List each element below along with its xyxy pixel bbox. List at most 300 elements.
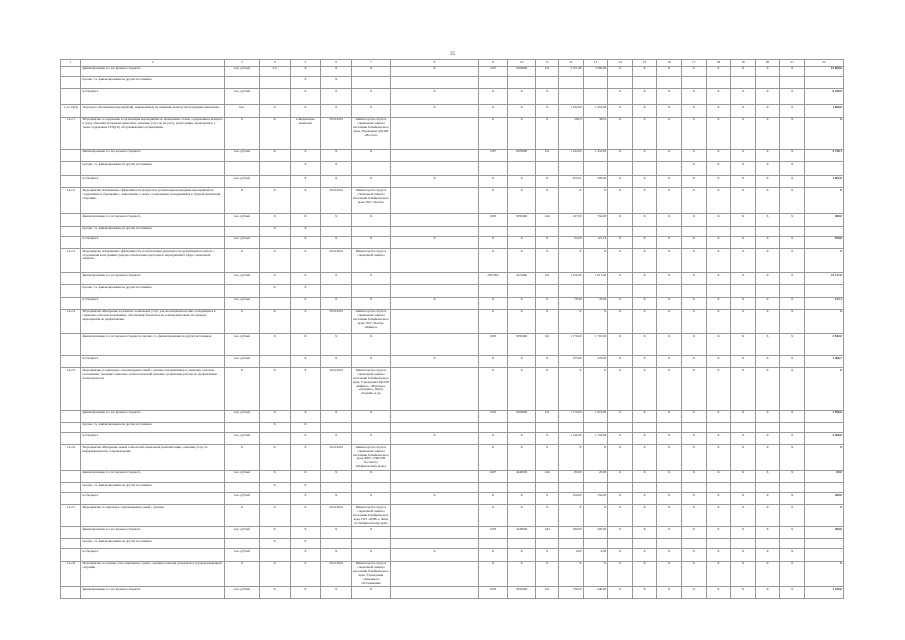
col-11 <box>536 76 559 88</box>
executor <box>390 214 478 226</box>
col-21: Х <box>780 297 805 309</box>
col-7: Министерство труда и социальной защиты населения Забайкальского края, ФКУ «УФСИН России по Забайкальскому краю» <box>353 444 389 469</box>
column-number: 1 <box>61 60 81 67</box>
col-17: Х <box>681 176 706 188</box>
value-col-12: Х <box>558 505 583 527</box>
col-14: Х <box>608 561 633 587</box>
col-21: Х <box>780 470 805 482</box>
col-11: 244 <box>536 470 559 482</box>
table-row <box>61 356 844 368</box>
value-col-13: 1 013,00 <box>583 273 608 285</box>
column-number: 3 <box>224 60 259 67</box>
item-description: прочие, т.ч. финансирование из других источников <box>81 482 224 492</box>
col-6: Х <box>321 66 352 76</box>
col-4 <box>259 356 290 368</box>
col-7: Х <box>352 549 391 561</box>
col-21: Х <box>780 527 805 539</box>
col-21: Х <box>780 356 805 368</box>
col-14: Х <box>608 273 633 285</box>
col-20: Х <box>755 89 780 105</box>
table-row <box>61 105 844 117</box>
col-21: Х <box>780 66 805 76</box>
col-18: Х <box>706 368 731 410</box>
value-col-12: 500,0 <box>558 117 583 149</box>
col-20: Х <box>755 493 780 505</box>
item-number: 1.4.2.4 <box>61 309 81 333</box>
col-14: Х <box>608 356 633 368</box>
col-21: Х <box>780 549 805 561</box>
table-row <box>61 587 844 599</box>
table-row <box>61 505 844 527</box>
col-6: Х <box>321 105 352 117</box>
col-6: Х <box>321 273 352 285</box>
value-col-12: 0,00 <box>558 549 583 561</box>
col-11: Х <box>536 89 559 105</box>
col-18: Х <box>706 410 731 422</box>
total-value: 10 117,0 <box>804 273 843 285</box>
item-description: прочие, т.ч. финансирование из других источников <box>81 226 224 236</box>
col-16: Х <box>657 105 682 117</box>
col-10: Х <box>507 176 536 188</box>
col-19: Х <box>731 445 756 471</box>
col-20: Х <box>755 309 780 333</box>
col-14: Х <box>608 527 633 539</box>
col-9: Х <box>479 505 508 527</box>
col-19: Х <box>731 176 756 188</box>
total-value: 2 996,0 <box>804 410 843 422</box>
value-col-13: Х <box>583 249 608 273</box>
value-col-12: Х <box>558 188 583 214</box>
col-4 <box>259 89 290 105</box>
value-col-13: Х <box>583 505 608 527</box>
table-row <box>61 236 844 248</box>
unit-of-measure: тыс. рублей <box>224 149 259 161</box>
table-row <box>61 445 844 471</box>
col-5: Х <box>290 561 321 587</box>
col-5: в-Бюджетные комиссии <box>290 117 321 149</box>
col-14: Х <box>608 587 633 599</box>
table-row <box>61 422 844 432</box>
col-18 <box>706 226 731 236</box>
col-9: Х <box>479 445 508 471</box>
col-15 <box>632 482 657 492</box>
value-col-13 <box>583 285 608 297</box>
col-7 <box>352 76 391 88</box>
col-9 <box>479 422 508 432</box>
item-description: финансирование за счет краевого бюджета <box>81 470 224 482</box>
col-7 <box>352 422 391 432</box>
item-description: финансирование за счет краевого бюджета <box>81 66 224 76</box>
table-row <box>61 539 844 549</box>
col-5: Х <box>290 505 321 527</box>
col-14: Х <box>608 214 633 226</box>
total-value: 100,0 <box>804 236 843 248</box>
col-15 <box>632 76 657 88</box>
col-19: Х <box>731 561 756 587</box>
executor: Х <box>390 236 478 248</box>
total-value: Х <box>804 249 843 273</box>
value-col-12: 200,00 <box>558 527 583 539</box>
table-row <box>61 117 844 149</box>
col-11: 611 <box>536 273 559 285</box>
col-7: Х <box>352 333 391 355</box>
item-description: Мероприятие «Внедрение новых технологий социальной реабилитации»; оказание услуг по информационному сопровождению <box>81 445 224 471</box>
col-7: Министерство труда и социальной защиты населения Забайкальского края, Учреждения ЗДСОН «Байкал», «Надежда», «Доверие», Центр «Родник» и др. <box>352 368 391 410</box>
item-number <box>61 76 81 88</box>
col-17: Х <box>681 549 706 561</box>
col-19 <box>731 482 756 492</box>
column-number: 7 <box>352 60 391 67</box>
col-20: Х <box>755 410 780 422</box>
col-16: Х <box>657 66 682 76</box>
col-5: Х <box>290 549 321 561</box>
col-5: Х <box>290 176 321 188</box>
executor <box>390 149 478 161</box>
col-5: Х <box>290 410 321 422</box>
unit-of-measure <box>224 482 259 492</box>
item-description: Подзадача «Реализация мероприятий, направленных на снижение количества бездомных животных» <box>81 105 224 117</box>
unit-of-measure: тыс. <box>224 105 259 117</box>
col-9: Х <box>479 117 508 149</box>
col-16: Х <box>657 188 682 214</box>
col-14: Х <box>608 493 633 505</box>
col-4: Х <box>259 422 290 432</box>
col-11: Х <box>536 309 559 333</box>
table-row <box>61 432 844 444</box>
col-17: Х <box>681 149 706 161</box>
col-5: Х <box>290 214 321 226</box>
col-19: Х <box>731 273 756 285</box>
col-18: Х <box>706 214 731 226</box>
col-10: Х <box>507 249 536 273</box>
item-description: финансирование за счет краевого бюджета; прочие, т.ч. финансирование из других источников <box>81 333 224 355</box>
col-9: Х <box>479 356 508 368</box>
col-7 <box>352 285 391 297</box>
col-6: Х <box>321 236 352 248</box>
col-4: Х <box>259 214 290 226</box>
table-row <box>61 482 844 492</box>
col-14 <box>608 76 633 88</box>
col-5: Х <box>290 161 321 175</box>
col-7: Х <box>352 587 391 599</box>
value-col-13 <box>583 422 608 432</box>
col-19 <box>731 285 756 297</box>
total-value: 300,0 <box>804 214 843 226</box>
col-7: Х <box>352 89 391 105</box>
col-18: Х <box>706 117 731 149</box>
item-description: Мероприятие «Социальное сопровождение семей с детьми, находящимися в социально опасном положении»; оказание социально-психологической помощи; организация работы по профилактике безнадзорности <box>81 368 224 410</box>
executor <box>390 76 478 88</box>
value-col-13: 0,00 <box>583 549 608 561</box>
item-number: 1.4.2.8 <box>61 561 81 587</box>
total-value: Х <box>804 309 843 333</box>
total-value <box>804 76 843 88</box>
col-18: Х <box>706 493 731 505</box>
col-9: Х <box>479 368 508 410</box>
item-description: из бюджета <box>81 549 224 561</box>
col-9: 1003 <box>479 333 508 355</box>
total-value: 1 250,0 <box>804 587 843 599</box>
col-18: Х <box>706 188 731 214</box>
col-14: Х <box>608 105 633 117</box>
value-col-12 <box>558 539 583 549</box>
col-16: Х <box>657 89 682 105</box>
col-19: Х <box>731 432 756 444</box>
col-18: Х <box>706 161 731 175</box>
col-17: Х <box>681 470 706 482</box>
col-16: Х <box>657 587 682 599</box>
col-10: Х <box>507 432 536 444</box>
executor <box>390 368 478 410</box>
col-6: 2014-2016 <box>321 309 352 333</box>
col-10: Х <box>507 549 536 561</box>
col-21 <box>780 285 805 297</box>
col-9: Х <box>479 176 508 188</box>
col-10: 5050460 <box>507 214 536 226</box>
col-18: Х <box>706 66 731 76</box>
col-4: Х <box>259 273 290 285</box>
col-15: Х <box>632 356 657 368</box>
col-20: Х <box>755 297 780 309</box>
executor: Х <box>390 432 478 444</box>
value-col-12: 1 176,00 <box>558 410 583 422</box>
item-number <box>61 66 81 76</box>
col-15 <box>632 285 657 297</box>
col-21 <box>780 482 805 492</box>
unit-of-measure <box>224 226 259 236</box>
executor: Х <box>390 549 478 561</box>
col-18: Х <box>706 561 731 587</box>
col-17: Х <box>681 333 706 355</box>
executor <box>390 309 478 333</box>
item-number: 1.4.2.5 <box>61 368 81 410</box>
value-col-13: 1 452,00 <box>583 105 608 117</box>
col-17: Х <box>681 249 706 273</box>
table-row <box>61 297 844 309</box>
col-10: Х <box>507 105 536 117</box>
col-16 <box>657 422 682 432</box>
col-4: Х <box>259 527 290 539</box>
col-11: 611 <box>536 410 559 422</box>
col-20 <box>755 422 780 432</box>
col-18: Х <box>706 445 731 471</box>
col-7: Министерство труда и социальной защиты населения Забайкальского края, Учреждения социального обслуживания <box>353 561 389 585</box>
unit-of-measure: тыс. рублей <box>224 66 259 76</box>
col-17: Х <box>681 188 706 214</box>
unit-of-measure: тыс. рублей <box>224 236 259 248</box>
col-19 <box>731 226 756 236</box>
table-row <box>61 76 844 88</box>
col-16: Х <box>657 432 682 444</box>
value-col-13: 20,00 <box>583 470 608 482</box>
executor <box>390 505 478 527</box>
column-number: 5 <box>290 60 321 67</box>
executor <box>390 539 478 549</box>
item-description: из бюджета <box>81 176 224 188</box>
value-col-12 <box>558 161 583 175</box>
col-19: Х <box>731 297 756 309</box>
table-row <box>61 226 844 236</box>
col-19: Х <box>731 549 756 561</box>
col-14: Х <box>608 470 633 482</box>
col-7: Х <box>352 273 391 285</box>
col-21: Х <box>780 561 805 587</box>
col-4: Х <box>259 368 290 410</box>
col-6 <box>321 539 352 549</box>
col-4 <box>259 76 290 88</box>
col-7 <box>352 161 391 175</box>
col-15: Х <box>632 470 657 482</box>
table-row <box>61 368 844 410</box>
col-6: Х <box>321 214 352 226</box>
value-col-13: 1 765,00 <box>583 333 608 355</box>
executor <box>390 561 478 587</box>
col-21: Х <box>780 445 805 471</box>
col-14: Х <box>608 445 633 471</box>
col-5: Х <box>290 226 321 236</box>
col-5: Х <box>290 273 321 285</box>
col-5: Х <box>290 66 321 76</box>
col-7: Х <box>352 297 391 309</box>
col-16: Х <box>657 273 682 285</box>
col-20: Х <box>755 432 780 444</box>
unit-of-measure <box>224 285 259 297</box>
col-19: Х <box>731 356 756 368</box>
table-row <box>61 273 844 285</box>
col-14: Х <box>608 549 633 561</box>
item-description: финансирование за счет краевого бюджета <box>81 149 224 161</box>
col-7: Х <box>352 214 391 226</box>
executor <box>390 285 478 297</box>
col-15: Х <box>632 214 657 226</box>
column-number: 21 <box>780 60 805 67</box>
col-5: Х <box>290 527 321 539</box>
col-6: 2014-2016 <box>321 561 352 587</box>
item-number <box>61 161 81 175</box>
col-19: Х <box>731 333 756 355</box>
col-10 <box>507 482 536 492</box>
executor <box>390 188 478 214</box>
value-col-13: 279,00 <box>583 356 608 368</box>
value-col-13 <box>583 161 608 175</box>
col-11 <box>536 285 559 297</box>
col-7 <box>352 226 391 236</box>
col-16 <box>657 539 682 549</box>
col-20 <box>755 285 780 297</box>
col-21: Х <box>780 105 805 117</box>
col-16: Х <box>657 117 682 149</box>
unit-of-measure: тыс. рублей <box>224 410 259 422</box>
table-row <box>61 309 844 333</box>
col-16 <box>657 226 682 236</box>
col-5: Х <box>290 297 321 309</box>
item-number <box>61 527 81 539</box>
col-16: Х <box>657 505 682 527</box>
total-value: - <box>804 549 843 561</box>
col-19: Х <box>731 149 756 161</box>
col-6: Х <box>321 432 352 444</box>
col-21 <box>780 539 805 549</box>
col-14: Х <box>608 249 633 273</box>
value-col-13 <box>583 76 608 88</box>
table-row <box>61 89 844 105</box>
total-value: 122,1 <box>804 297 843 309</box>
col-4: Х <box>259 482 290 492</box>
col-10: 2000980 <box>507 149 536 161</box>
col-14: Х <box>608 368 633 410</box>
col-21: Х <box>780 149 805 161</box>
value-col-12: 672,51 <box>558 176 583 188</box>
col-15: Х <box>632 549 657 561</box>
executor <box>390 226 478 236</box>
col-7: Х <box>352 527 391 539</box>
col-5: Х <box>290 470 321 482</box>
col-4: Х <box>259 505 290 527</box>
col-5: Х <box>290 285 321 297</box>
item-description: из бюджета <box>81 493 224 505</box>
col-4: Х <box>259 410 290 422</box>
column-number-row <box>61 60 844 67</box>
col-6: 2014-2016 <box>321 445 352 471</box>
column-number: 16 <box>657 60 682 67</box>
col-6: 2014-2016 <box>321 249 352 273</box>
value-col-13: 440,00 <box>583 587 608 599</box>
column-number: 14 <box>608 60 633 67</box>
col-18: Х <box>706 105 731 117</box>
table-row <box>61 161 844 175</box>
col-10: 4240000 <box>507 470 536 482</box>
value-col-12 <box>558 482 583 492</box>
col-11 <box>536 161 559 175</box>
value-col-13: 3 580,00 <box>583 66 608 76</box>
col-5: Х <box>290 356 321 368</box>
col-14: Х <box>608 432 633 444</box>
col-11: 611 <box>536 333 559 355</box>
col-10: 5050460 <box>507 587 536 599</box>
item-number <box>61 297 81 309</box>
item-description: из бюджета <box>81 356 224 368</box>
col-7: Х <box>352 493 391 505</box>
col-18: Х <box>706 149 731 161</box>
item-description: финансирование за счет краевого бюджета <box>81 214 224 226</box>
table-row <box>61 561 844 587</box>
col-6: Х <box>321 176 352 188</box>
item-description: финансирование за счет краевого бюджета <box>81 410 224 422</box>
col-4 <box>259 549 290 561</box>
col-17 <box>681 76 706 88</box>
col-9: Х <box>479 561 508 587</box>
col-7: Министерство труда и социальной защиты населения Забайкальского края, Управление ЗДСОН «Восток» <box>352 117 391 149</box>
col-11: 244 <box>536 527 559 539</box>
col-15: Х <box>632 587 657 599</box>
col-11: 611 <box>536 66 559 76</box>
col-19: Х <box>731 309 756 333</box>
col-18: Х <box>706 432 731 444</box>
col-9: Х <box>479 89 508 105</box>
column-number: 15 <box>632 60 657 67</box>
item-description: прочие, т.ч. финансирование из других источников <box>81 76 224 88</box>
total-value: Х <box>804 368 843 410</box>
item-description: Мероприятие «Создание сети социальных служб»; оказание помощи гражданам в трудной жизненной ситуации <box>81 561 224 587</box>
col-15 <box>632 539 657 549</box>
col-11: Х <box>536 236 559 248</box>
col-10 <box>507 285 536 297</box>
col-15: Х <box>632 188 657 214</box>
col-16: Х <box>657 214 682 226</box>
total-value: 1 602,0 <box>804 176 843 188</box>
total-value: Х <box>804 117 843 149</box>
value-col-12: Х <box>558 309 583 333</box>
